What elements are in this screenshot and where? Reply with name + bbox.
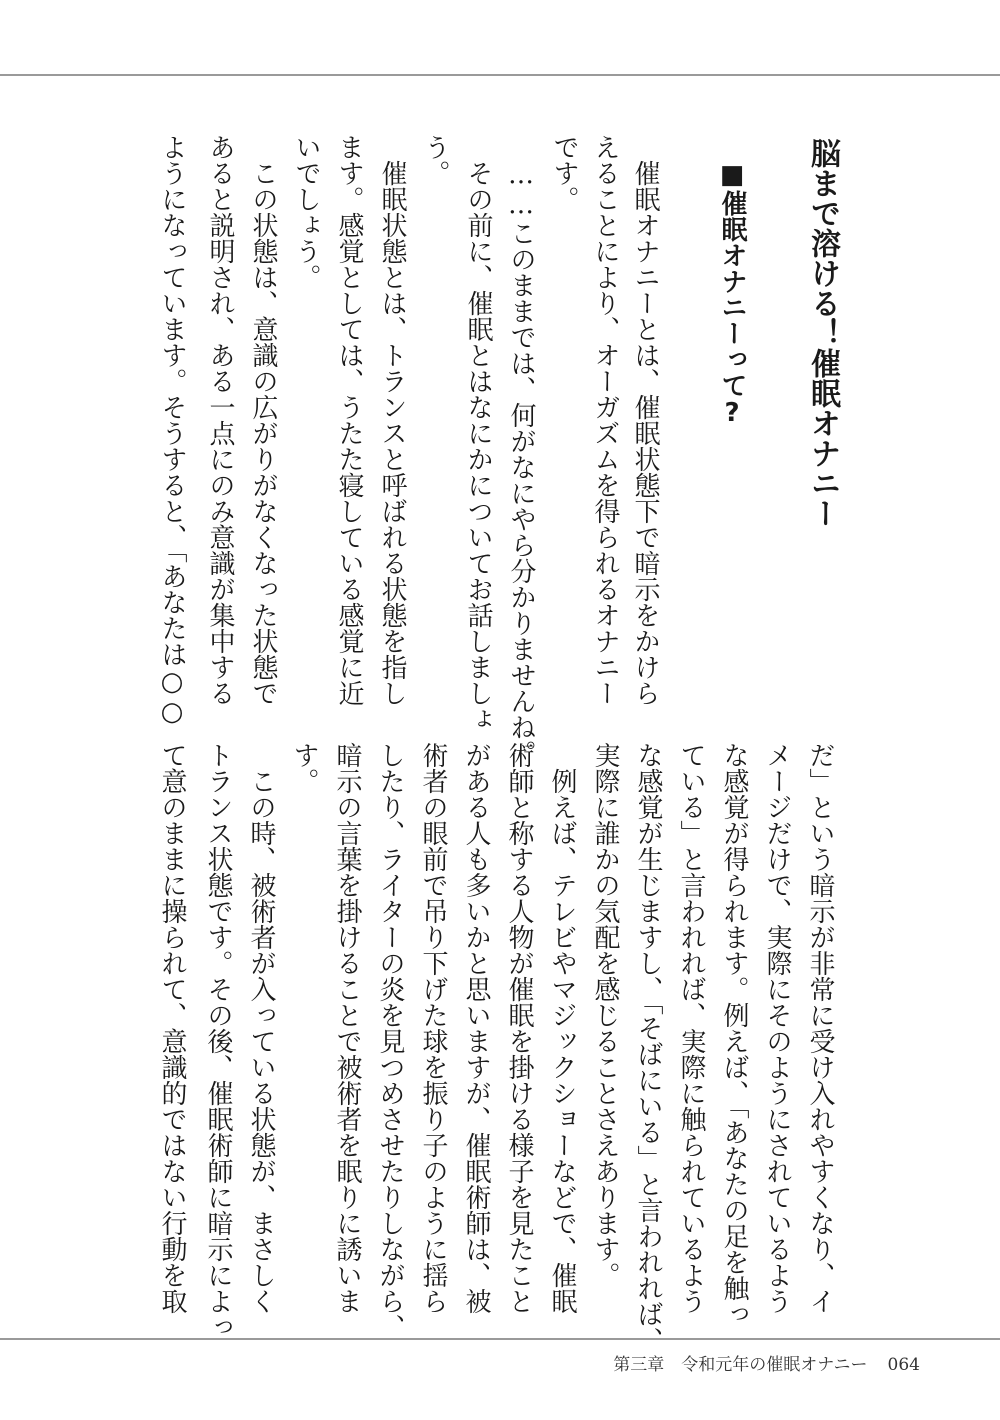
text-column: 実際に誰かの気配を感じることさえあります。 [590,742,620,1288]
text-column: て意のままに操られて、意識的ではない行動を取 [157,742,187,1314]
page-title: 脳まで溶ける！催眠オナニー [805,138,840,528]
section-heading: ■催眠オナニーって? [717,160,747,428]
bottom-rule [0,1338,1000,1340]
page-footer [613,1350,920,1375]
text-column: ようになっています。そうすると、「あなたは○○ [157,134,187,727]
text-column: 暗示の言葉を掛けることで被術者を眠りに誘いま [332,742,362,1314]
text-column: です。 [549,134,579,212]
text-column: ます。感覚としては、うたた寝している感覚に近 [334,134,364,706]
text-column: いでしょう。 [291,134,321,290]
text-column: したり、ライターの炎を見つめさせたりしながら、 [375,742,405,1340]
text-column: えることにより、オーガズムを得られるオナニー [590,134,620,706]
text-column: がある人も多いかと思いますが、催眠術師は、被 [461,742,491,1314]
top-rule [0,74,1000,76]
text-column: 術者の眼前で吊り下げた球を振り子のように揺ら [418,742,448,1314]
text-column: その前に、催眠とはなにかについてお話しましょ [463,160,493,732]
text-column: 例えば、テレビやマジックショーなどで、催眠 [547,768,577,1314]
text-column: ……このままでは、何がなにやら分かりませんね。 [506,160,536,766]
text-column: な感覚が得られます。例えば、「あなたの足を触っ [719,742,749,1327]
text-column: この時、被術者が入っている状態が、まさしく [246,768,276,1314]
text-column: メージだけで、実際にそのようにされているよう [762,742,792,1314]
page-number: 064 [887,1355,920,1375]
chapter-title: 第三章 令和元年の催眠オナニー [613,1355,868,1375]
text-column: 術師と称する人物が催眠を掛ける様子を見たこと [504,742,534,1314]
text-column: な感覚が生じますし、「そばにいる」と言われれば、 [633,742,663,1353]
text-column: 催眠状態とは、トランスと呼ばれる状態を指し [377,160,407,706]
text-column: ている」と言われれば、実際に触られているよう [676,742,706,1314]
text-column: トランス状態です。その後、催眠術師に暗示によっ [203,742,233,1340]
text-column: この状態は、意識の広がりがなくなった状態で [248,160,278,706]
text-column: 催眠オナニーとは、催眠状態下で暗示をかけら [630,160,660,706]
text-column: う。 [420,134,450,186]
text-column: だ」という暗示が非常に受け入れやすくなり、イ [805,742,835,1314]
text-column: あると説明され、ある一点にのみ意識が集中する [205,134,235,706]
text-column: す。 [289,742,319,794]
